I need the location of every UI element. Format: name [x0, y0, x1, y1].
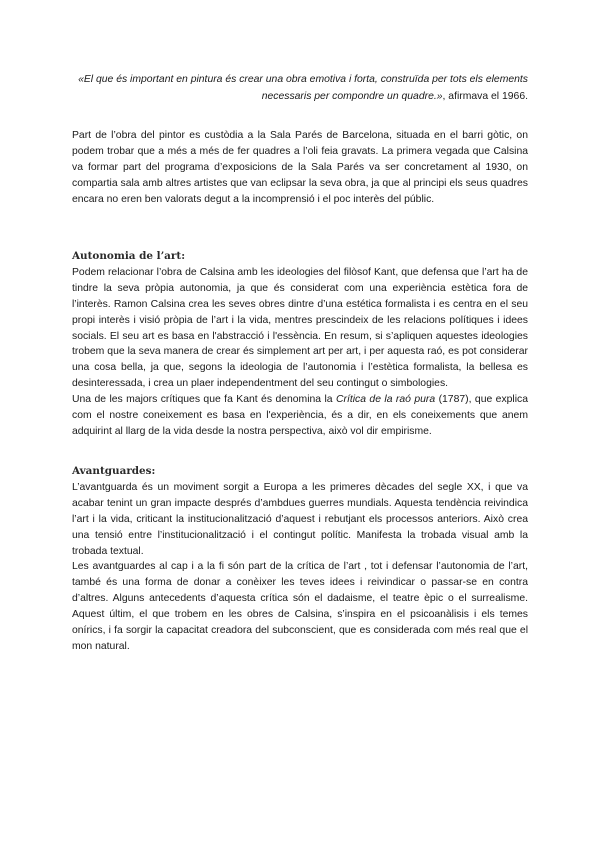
- intro-paragraph-block: [72, 128, 528, 208]
- section-avantguardes: [72, 464, 528, 655]
- book-title: Crítica de la raó pura: [336, 394, 436, 406]
- section-autonomia-paragraph-1: Podem relacionar l’obra de Calsina amb les ideologies del filòsof Kant, que defensa que l’art ha de tindre la seva pròpia autonomia, ja que és considerat com una experiència estètica fora de l’interès. Ramon Calsina crea les seves obres dintre d’una estética formalista i es centra en el seu propi interès i visió pròpia de l’art i la vida, mentres prescindeix de les relacions polítiques i idees socials. El seu art es basa en l'abstracció i l'essència. En resum, si s’apliquen aquestes ideologies trobem que la seva manera de crear és simplement art per art, i per aquesta raó, es pot considerar una cosa bella, ja que, segons la ideologia de l’autonomia i l’estètica formalista, la bellesa es desinteressada, i crea un plaer independentment del seu contingut o simbologies.: [72, 266, 528, 390]
- section-avantguardes-paragraph-1: L’avantguarda és un moviment sorgit a Europa a les primeres dècades del segle XX, i que va acabar tenint un gran impacte després d’ambdues guerres mundials. Aquesta tendència reivindica l’art i la vida, criticant la institucionalització d’aquest i rebutjant els processos anteriors. Això crea una tensió entre l’institucionalització i el contingut polític. Manifesta la trobada visual amb la trobada textual.: [72, 481, 528, 557]
- section-heading-autonomia: Autonomia de l’art:: [72, 250, 186, 262]
- intro-paragraph: Part de l’obra del pintor es custòdia a la Sala Parés de Barcelona, situada en el barri gòtic, on podem trobar que a més a més de fer quadres a l’oli feia gravats. La primera vegada que Calsina va formar part del programa d’exposicions de la Sala Parés va ser concretament al 1930, on compartia sala amb altres artistes que van eclipsar la seva obra, ja que al principi els seus quadres encara no eren ben valorats degut a la incomprensió i el poc interès del públic.: [72, 130, 528, 205]
- section-heading-avantguardes: Avantguardes:: [72, 465, 156, 477]
- section-autonomia-paragraph-2: [72, 392, 528, 440]
- epigraph-quote: [72, 72, 528, 105]
- quote-text: «El que és important en pintura és crear una obra emotiva i forta, construïda per tots els elements necessaris per compondre un quadre.»: [78, 74, 528, 102]
- paragraph-text: Una de les majors crítiques que fa Kant és denomina la: [72, 394, 336, 406]
- paragraph-text: (1787), que explica com el nostre coneixement es basa en l'experiència, és a dir, en els coneixements que anem adquirint al llarg de la vida desde la nostra perspectiva, això vol dir empirisme.: [72, 394, 529, 437]
- section-autonomia: [72, 249, 528, 440]
- quote-attribution: , afirmava el 1966.: [442, 90, 528, 102]
- section-avantguardes-paragraph-2: Les avantguardes al cap i a la fi són part de la crítica de l’art , tot i defensar l’autonomia de l’art, també és una forma de donar a conèixer les teves idees i reivindicar o passar-se en contra d’altres. Alguns antecedents d’aquesta crítica són el dadaisme, el teatre èpic o el surrealisme. Aquest últim, el que trobem en les obres de Calsina, s’inspira en el psicoanàlisis i els temes onírics, i fa sorgir la capacitat creadora del subconscient, que es considerada com més real que el mon natural.: [72, 561, 528, 652]
